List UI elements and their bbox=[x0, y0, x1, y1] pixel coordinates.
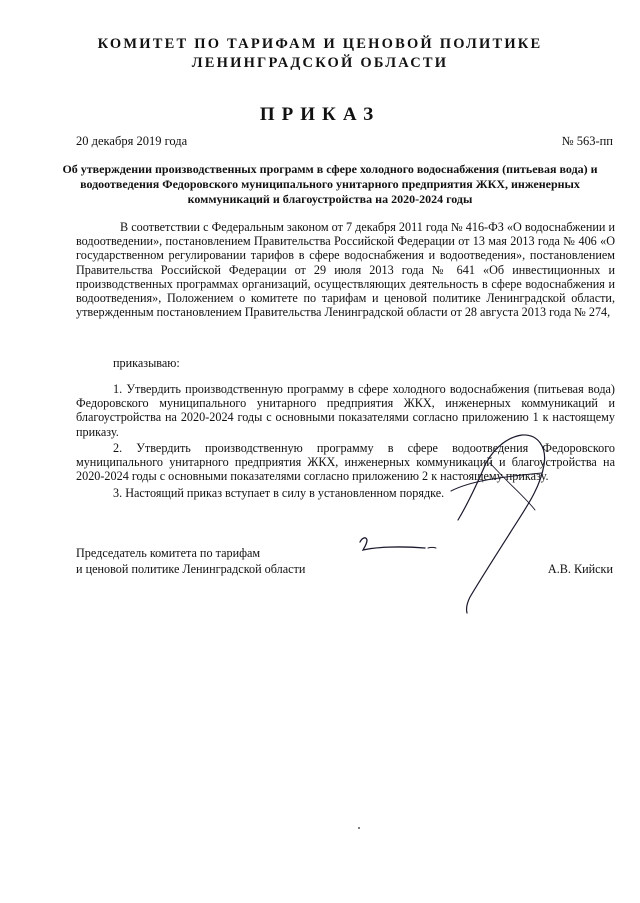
handwritten-signature bbox=[330, 425, 590, 615]
signer-name: А.В. Кийски bbox=[547, 562, 613, 576]
document-subject: Об утверждении производственных программ в сфере холодного водоснабжения (питьевая вода) и водоотведения Федоровского муниципального унитарного предприятия ЖКХ, инженерных коммуникаций и благоустройства на 2020-2024 годы bbox=[62, 162, 598, 206]
scan-speck bbox=[358, 827, 360, 829]
document-date: 20 декабря 2019 года bbox=[76, 134, 188, 148]
issuer-name-line2: ЛЕНИНГРАДСКОЙ ОБЛАСТИ bbox=[191, 55, 449, 71]
order-item-3: 3. Настоящий приказ вступает в силу в установленном порядке. bbox=[113, 486, 445, 500]
order-item-2: 2. Утвердить производственную программу в сфере водоотведения Федоровского муниципального унитарного предприятия ЖКХ, инженерных коммуникаций и благоустройства на 2020-2024 годы с основными показателями согласно приложению 2 к настоящему приказу. bbox=[76, 441, 615, 484]
preamble-paragraph: В соответствии с Федеральным законом от 7 декабря 2011 года № 416-ФЗ «О водоснабжении и водоотведении», постановлением Правительства Российской Федерации от 13 мая 2013 года № 406 «О государственном регулировании тарифов в сфере водоснабжения и водоотведения», постановлением Правительства Российской Федерации от 29 июля 2013 года № 641 «Об инвестиционных и производственных программах организаций, осуществляющих деятельность в сфере водоснабжения и водоотведения», Положением о комитете по тарифам и ценовой политике Ленинградской области, утвержденным постановлением Правительства Ленинградской области от 28 августа 2013 года № 274, bbox=[76, 220, 615, 320]
order-item-1: 1. Утвердить производственную программу в сфере холодного водоснабжения (питьевая вода) Федоровского муниципального унитарного предприятия ЖКХ, инженерных коммуникаций и благоустройства на 2020-2024 годы с основными показателями согласно приложению 1 к настоящему приказу. bbox=[76, 382, 615, 439]
signer-title-line2: и ценовой политике Ленинградской области bbox=[76, 562, 306, 576]
document-number: № 563-пп bbox=[561, 134, 613, 148]
order-directive: приказываю: bbox=[113, 356, 180, 370]
signer-title-line1: Председатель комитета по тарифам bbox=[76, 546, 261, 560]
document-type-title: ПРИКАЗ bbox=[259, 104, 381, 125]
issuer-name-line1: КОМИТЕТ ПО ТАРИФАМ И ЦЕНОВОЙ ПОЛИТИКЕ bbox=[97, 36, 543, 52]
